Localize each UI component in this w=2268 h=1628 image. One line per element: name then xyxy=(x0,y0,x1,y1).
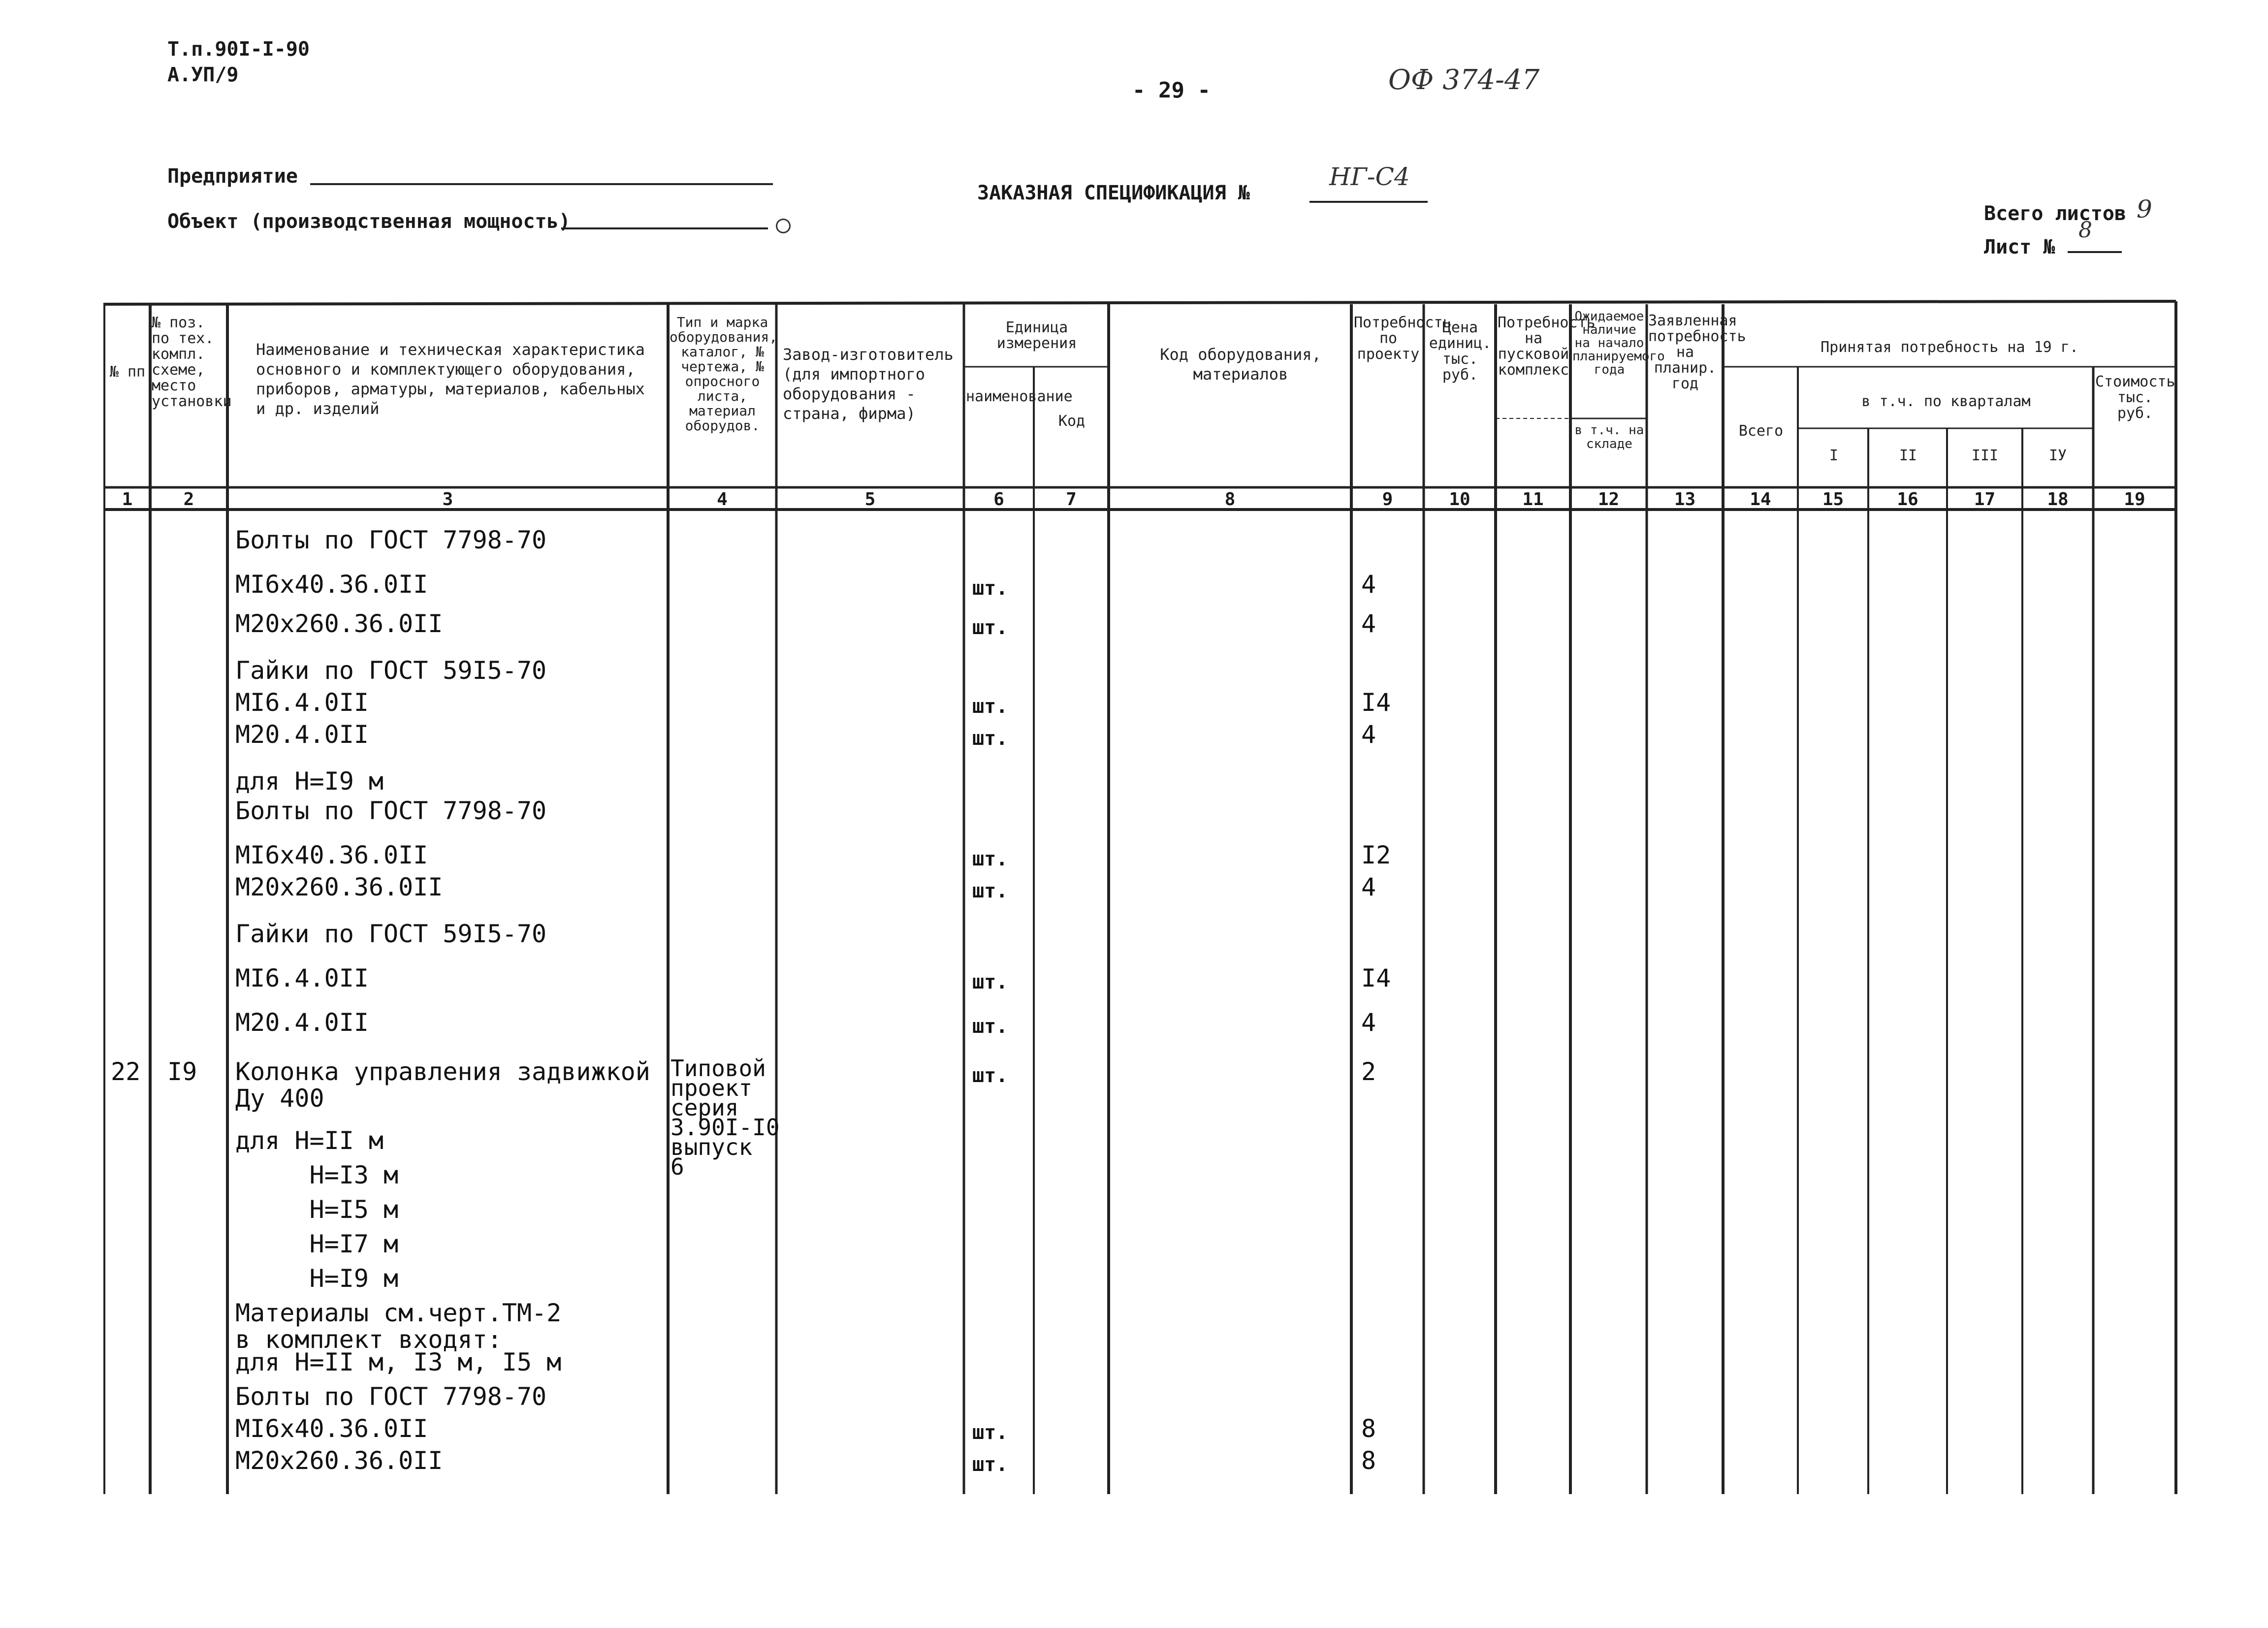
column-number: 5 xyxy=(864,489,876,510)
column-number: 13 xyxy=(1674,489,1696,510)
col-header-1: № пп xyxy=(109,363,146,381)
row-unit: шт. xyxy=(972,880,1008,902)
row-unit: шт. xyxy=(972,727,1008,750)
row-name: Материалы см.черт.ТМ-2 в комплект входят: xyxy=(235,1299,562,1354)
column-number: 11 xyxy=(1522,489,1544,510)
column-number: 3 xyxy=(442,489,453,510)
sheet-number: 8 xyxy=(2078,218,2092,243)
column-number: 18 xyxy=(2047,489,2069,510)
col-header-2: № поз. по тех. компл. схеме, место установки xyxy=(152,314,232,410)
row-unit: шт. xyxy=(972,695,1008,718)
row-quantity: 2 xyxy=(1361,1057,1376,1086)
column-number: 4 xyxy=(717,489,728,510)
col-header-16: II xyxy=(1899,447,1917,464)
row-quantity: I2 xyxy=(1361,841,1391,869)
row-name: для Н=II м xyxy=(235,1126,384,1155)
column-number: 7 xyxy=(1066,489,1077,510)
row-name: Болты по ГОСТ 7798-70 xyxy=(235,526,547,554)
column-number: 17 xyxy=(1974,489,1996,510)
row-unit: шт. xyxy=(972,1015,1008,1038)
column-number: 10 xyxy=(1449,489,1470,510)
row-quantity: 4 xyxy=(1361,873,1376,901)
col-header-18: IУ xyxy=(2048,447,2067,464)
enterprise-label: Предприятие xyxy=(167,165,298,188)
row-quantity: 8 xyxy=(1361,1414,1376,1443)
row-name: Н=I9 м xyxy=(235,1264,399,1293)
page-number: - 29 - xyxy=(1132,78,1211,103)
col-header-9: Потребность по проекту xyxy=(1354,314,1452,363)
col-header-8: Код оборудования, материалов xyxy=(1160,345,1321,383)
row-name: МI6х40.36.0II xyxy=(235,841,428,869)
col-header-12: Ожидаемое наличие на начало планируемого года xyxy=(1572,309,1665,377)
column-number: 8 xyxy=(1224,489,1236,510)
row-name: Болты по ГОСТ 7798-70 xyxy=(235,1382,547,1411)
row-name: МI6.4.0II xyxy=(235,688,369,717)
row-name: для Н=II м, I3 м, I5 м xyxy=(235,1348,562,1376)
row-unit: шт. xyxy=(972,848,1008,870)
row-name: Гайки по ГОСТ 59I5-70 xyxy=(235,656,547,685)
quarters-header: в т.ч. по кварталам xyxy=(1861,393,2031,410)
column-number: 12 xyxy=(1597,489,1620,510)
row-quantity: I4 xyxy=(1361,964,1391,992)
handwritten-reference: ОФ 374-47 xyxy=(1388,64,1540,96)
col-header-6: наименование xyxy=(966,388,1073,405)
row-quantity: 4 xyxy=(1361,570,1376,599)
row-name: М20х260.36.0II xyxy=(235,609,443,638)
document-code: Т.п.90I-I-90 xyxy=(167,38,310,61)
col-header-19: Стоимость тыс. руб. xyxy=(2095,373,2175,422)
col-header-11: Потребность на пусковой комплекс xyxy=(1498,314,1596,379)
column-number: 16 xyxy=(1897,489,1918,510)
col-header-14-group: Принятая потребность на 19 г. xyxy=(1821,339,2078,356)
row-name: Н=I3 м xyxy=(235,1161,399,1189)
col-header-6-group: Единица измерения xyxy=(996,319,1077,352)
row-name: МI6х40.36.0II xyxy=(235,1414,428,1443)
row-number: 22 xyxy=(111,1057,141,1086)
col-header-4: Тип и марка оборудования, каталог, № чертежа, № опросного листа, материал оборудов. xyxy=(670,314,778,434)
row-type: Типовой проект серия 3.90I-I0 выпуск 6 xyxy=(671,1055,780,1180)
column-number: 19 xyxy=(2124,489,2145,510)
row-name: МI6х40.36.0II xyxy=(235,570,428,599)
col-header-13: Заявленная потребность на планир. год xyxy=(1648,312,1746,392)
row-unit: шт. xyxy=(972,1453,1008,1476)
col-header-14: Всего xyxy=(1738,422,1784,440)
total-sheets: 9 xyxy=(2137,195,2152,223)
row-quantity: 4 xyxy=(1361,609,1376,638)
row-name: М20.4.0II xyxy=(235,720,369,749)
row-unit: шт. xyxy=(972,1421,1008,1444)
row-name: Н=I5 м xyxy=(235,1195,399,1224)
spec-number: НГ-С4 xyxy=(1329,162,1410,191)
row-name: Гайки по ГОСТ 59I5-70 xyxy=(235,920,547,948)
col-header-3: Наименование и техническая характеристика основного и комплектующего оборудования, приборов, арматуры, материалов, кабельных и др. изделий xyxy=(256,340,645,418)
row-name: М20.4.0II xyxy=(235,1008,369,1037)
column-number: 1 xyxy=(122,489,133,510)
col-header-12b: в т.ч. на складе xyxy=(1574,423,1644,451)
col-header-5: Завод-изготовитель (для импортного оборудования - страна, фирма) xyxy=(783,345,954,423)
row-name: Болты по ГОСТ 7798-70 xyxy=(235,797,547,825)
row-name: М20х260.36.0II xyxy=(235,1446,443,1475)
column-number: 15 xyxy=(1822,489,1844,510)
row-unit: шт. xyxy=(972,616,1008,639)
row-name: для Н=I9 м xyxy=(235,767,384,796)
col-header-7: Код xyxy=(1058,413,1086,430)
col-header-15: I xyxy=(1829,447,1839,464)
sheet-label: Лист № xyxy=(1984,236,2055,258)
row-quantity: I4 xyxy=(1361,688,1391,717)
total-sheets-label: Всего листов xyxy=(1984,202,2126,225)
spec-title: ЗАКАЗНАЯ СПЕЦИФИКАЦИЯ № xyxy=(977,182,1250,204)
row-name: Колонка управления задвижкой Ду 400 xyxy=(235,1057,650,1113)
column-number: 2 xyxy=(183,489,194,510)
row-quantity: 4 xyxy=(1361,1008,1376,1037)
row-quantity: 8 xyxy=(1361,1446,1376,1475)
object-label: Объект (производственная мощность) xyxy=(167,210,571,233)
row-name: Н=I7 м xyxy=(235,1230,399,1258)
row-name: М20х260.36.0II xyxy=(235,873,443,901)
row-quantity: 4 xyxy=(1361,720,1376,749)
column-number: 9 xyxy=(1382,489,1393,510)
col-header-10: Цена единиц. тыс. руб. xyxy=(1429,319,1492,383)
row-name: МI6.4.0II xyxy=(235,964,369,992)
col-header-17: III xyxy=(1971,447,1999,464)
row-unit: шт. xyxy=(972,1064,1008,1087)
album-code: А.УП/9 xyxy=(167,64,239,86)
row-unit: шт. xyxy=(972,971,1008,993)
column-number: 14 xyxy=(1750,489,1771,510)
column-number: 6 xyxy=(993,489,1004,510)
row-unit: шт. xyxy=(972,577,1008,600)
row-position: I9 xyxy=(167,1057,197,1086)
